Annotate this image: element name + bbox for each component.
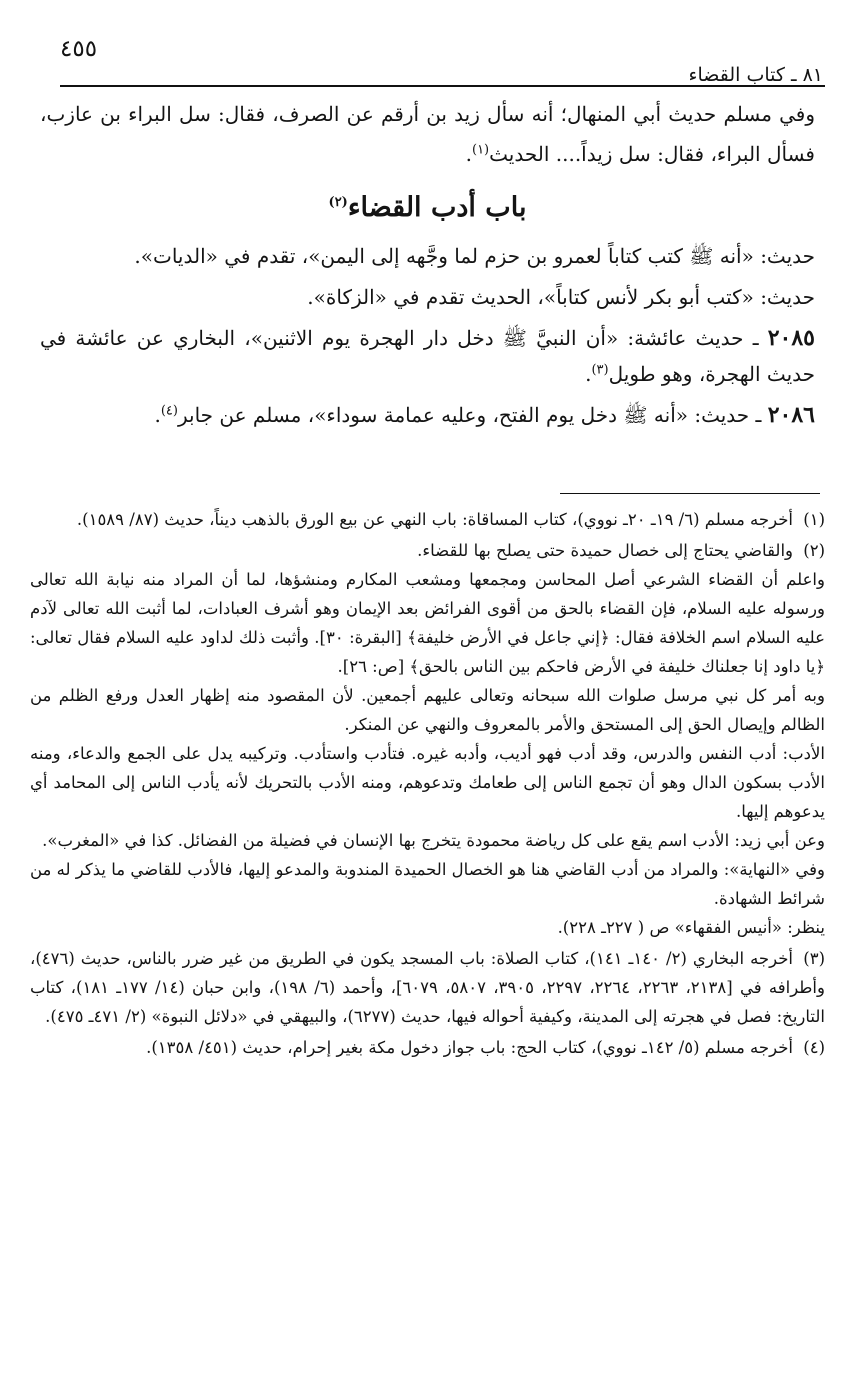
footnote-ref-2: (٢) — [328, 195, 348, 210]
footnote-4 — [30, 1033, 825, 1062]
footnote-text: والقاضي يحتاج إلى خصال حميدة حتى يصلح بها للقضاء. — [417, 541, 793, 560]
footnote-2-paragraph: الأدب: أدب النفس والدرس، وقد أدب فهو أديب، وأدبه غيره. فتأدب واستأدب. وتركيبه يدل على الجمع والدعاء، ومنه الأدب بسكون الدال وهو أن تجمع الناس إلى طعامك وتدعوهم، ومنه الأدب بالتحريك لأنه يأدب الناس إلى المحامد أي يدعوهم إليها. — [30, 744, 825, 821]
footnote-2-paragraph: وعن أبي زيد: الأدب اسم يقع على كل رياضة محمودة يتخرج بها الإنسان في فضيلة من الفضائل. كذا في «المغرب». — [42, 831, 825, 850]
hadith-number: ٢٠٨٦ — [767, 402, 815, 428]
hadith-end: . — [154, 403, 161, 427]
hadith-2086 — [40, 397, 815, 433]
footnote-ref-3: (٣) — [591, 362, 609, 378]
footnote-text: أخرجه مسلم (٥/ ١٤٢ـ نووي)، كتاب الحج: باب جواز دخول مكة بغير إحرام، حديث (٤٥١/ ١٣٥٨). — [146, 1038, 793, 1057]
hadith-text: ـ حديث: «أنه ﷺ دخل يوم الفتح، وعليه عمامة سوداء»، مسلم عن جابر — [177, 403, 768, 427]
footnote-ref-1: (١) — [471, 142, 490, 158]
footnote-2-paragraph: وبه أمر كل نبي مرسل صلوات الله سبحانه وتعالى عليهم أجمعين. لأن المقصود منه إظهار العدل ورفع الظلم من الظالم وإيصال الحق إلى المستحق والأمر بالمعروف والنهي عن المنكر. — [30, 686, 825, 734]
chapter-heading — [40, 184, 815, 232]
intro-text: وفي مسلم حديث أبي المنهال؛ أنه سأل زيد بن أرقم عن الصرف، فقال: سل البراء بن عازب، فسأل البراء، فقال: سل زيداً.... الحديث — [40, 102, 815, 166]
footnote-number: (١) — [803, 510, 825, 529]
footnote-2-paragraph: ينظر: «أنيس الفقهاء» ص ( ٢٢٧ـ ٢٢٨). — [557, 918, 825, 937]
footnote-text: أخرجه البخاري (٢/ ١٤٠ـ ١٤١)، كتاب الصلاة: باب المسجد يكون في الطريق من غير ضرر بالناس، حديث (٤٧٦)، وأطرافه في [٢١٣٨، ٢٢٦٣، ٢٢٦٤، ٢٢٩٧، ٣٩٠٥، ٥٨٠٧، ٦٠٧٩]، وأحمد (٦/ ١٩٨)، وابن حبان (١٤/ ١٧٧ـ ١٨١)، كتاب التاريخ: فصل في هجرته إلى المدينة، وكيفية أحواله فيها، حديث (٦٢٧٧)، والبيهقي في «دلائل النبوة» (٢/ ٤٧١ـ ٤٧٥). — [30, 949, 825, 1026]
header-rule — [60, 85, 825, 87]
footnote-text: أخرجه مسلم (٦/ ١٩ـ ٢٠ـ نووي)، كتاب المساقاة: باب النهي عن بيع الورق بالذهب ديناً، حديث (٨٧/ ١٥٨٩). — [76, 510, 793, 529]
hadith-text: ـ حديث عائشة: «أن النبيَّ ﷺ دخل دار الهجرة يوم الاثنين»، البخاري عن عائشة في حديث الهجرة، وهو طويل — [40, 326, 815, 386]
hadith-end: . — [585, 362, 592, 386]
footnote-number: (٤) — [803, 1038, 825, 1057]
footnote-2-paragraph: واعلم أن القضاء الشرعي أصل المحاسن ومجمعها ومشعب المكارم ومنشؤها، لما أن المراد منه نيابة الله تعالى ورسوله عليه السلام، فإن القضاء بالحق من أقوى الفرائض بعد الإيمان وهو أشرف العبادات، لما أثبت الله تعالى لآدم عليه السلام اسم الخلافة فقال: ﴿إني جاعل في الأرض خليفة﴾ [البقرة: ٣٠]. وأثبت ذلك لداود عليه السلام فقال تعالى: ﴿يا داود إنا جعلناك خليفة في الأرض فاحكم بين الناس بالحق﴾ [ص: ٢٦]. — [30, 570, 825, 676]
hadith-entry: حديث: «أنه ﷺ كتب كتاباً لعمرو بن حزم لما وجَّهه إلى اليمن»، تقدم في «الديات». — [134, 244, 815, 268]
footnote-ref-4: (٤) — [160, 403, 178, 419]
chapter-heading-text: باب أدب القضاء — [347, 192, 527, 223]
footnote-separator — [560, 493, 820, 494]
footnote-2-line — [30, 536, 825, 565]
footnote-3 — [30, 944, 825, 1031]
footnote-number: (٢) — [803, 541, 825, 560]
intro-paragraph — [40, 94, 815, 174]
page-number: ٤٥٥ — [60, 36, 98, 62]
intro-end: . — [465, 142, 472, 166]
footnote-2-paragraph: وفي «النهاية»: والمراد من أدب القاضي هنا هو الخصال الحميدة المندوبة والمدعو إليها، فالأدب للقاضي ما يذكر له من شرائط الشهادة. — [30, 860, 825, 908]
footnote-number: (٣) — [803, 949, 825, 968]
hadith-entry: حديث: «كتب أبو بكر لأنس كتاباً»، الحديث تقدم في «الزكاة». — [307, 285, 815, 309]
hadith-2085 — [40, 320, 815, 392]
page-header — [60, 30, 825, 86]
footnote-1 — [30, 505, 825, 534]
hadith-number: ٢٠٨٥ — [767, 325, 815, 351]
footnotes — [30, 505, 825, 1064]
running-title: ٨١ ـ كتاب القضاء — [688, 64, 823, 86]
main-text — [40, 94, 815, 438]
footnote-2 — [30, 536, 825, 942]
